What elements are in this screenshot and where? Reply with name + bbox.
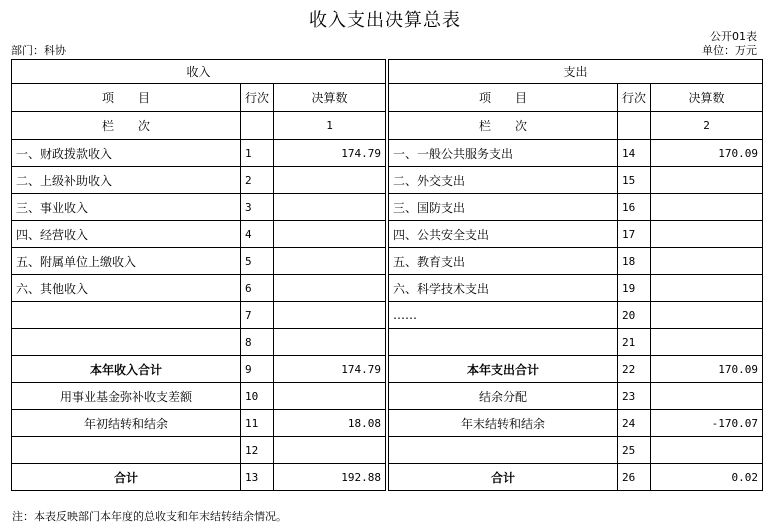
expense-item-cell: 二、外交支出 bbox=[389, 167, 618, 194]
income-column-line-blank bbox=[241, 112, 274, 140]
expense-line-cell: 15 bbox=[618, 167, 651, 194]
income-item-cell: 用事业基金弥补收支差额 bbox=[12, 383, 241, 410]
expense-amount-cell: -170.07 bbox=[651, 410, 763, 437]
expense-line-cell: 22 bbox=[618, 356, 651, 383]
expense-amount-cell bbox=[651, 248, 763, 275]
income-line-cell: 1 bbox=[241, 140, 274, 167]
income-line-cell: 4 bbox=[241, 221, 274, 248]
table-row bbox=[12, 140, 763, 167]
expense-line-cell: 18 bbox=[618, 248, 651, 275]
income-amount-cell bbox=[274, 221, 386, 248]
income-line-cell: 8 bbox=[241, 329, 274, 356]
expense-item-header: 项 目 bbox=[389, 84, 618, 112]
expense-item-cell: 本年支出合计 bbox=[389, 356, 618, 383]
income-item-cell: 五、附属单位上缴收入 bbox=[12, 248, 241, 275]
expense-line-cell: 14 bbox=[618, 140, 651, 167]
section-header-row bbox=[12, 60, 763, 84]
expense-item-cell: 年末结转和结余 bbox=[389, 410, 618, 437]
income-item-cell: 一、财政拨款收入 bbox=[12, 140, 241, 167]
income-line-cell: 10 bbox=[241, 383, 274, 410]
income-column-number: 1 bbox=[274, 112, 386, 140]
expense-line-cell: 17 bbox=[618, 221, 651, 248]
column-number-row bbox=[12, 112, 763, 140]
income-item-cell: 三、事业收入 bbox=[12, 194, 241, 221]
income-item-cell: 合计 bbox=[12, 464, 241, 491]
income-amount-cell: 174.79 bbox=[274, 140, 386, 167]
form-number: 公开01表 bbox=[710, 30, 757, 43]
table-row bbox=[12, 410, 763, 437]
unit-label: 单位：万元 bbox=[702, 44, 757, 57]
expense-item-cell: 结余分配 bbox=[389, 383, 618, 410]
income-amount-cell bbox=[274, 437, 386, 464]
table-row bbox=[12, 329, 763, 356]
table-row bbox=[12, 383, 763, 410]
expense-line-cell: 20 bbox=[618, 302, 651, 329]
income-amount-cell bbox=[274, 248, 386, 275]
table-row bbox=[12, 194, 763, 221]
income-section-header: 收入 bbox=[12, 60, 386, 84]
column-header-row bbox=[12, 84, 763, 112]
income-amount-cell bbox=[274, 275, 386, 302]
table-row bbox=[12, 437, 763, 464]
income-line-cell: 12 bbox=[241, 437, 274, 464]
expense-item-cell: 四、公共安全支出 bbox=[389, 221, 618, 248]
footnote: 注：本表反映部门本年度的总收支和年末结转结余情况。 bbox=[12, 510, 287, 523]
expense-section-header: 支出 bbox=[389, 60, 763, 84]
table-row bbox=[12, 248, 763, 275]
table-row bbox=[12, 275, 763, 302]
income-line-cell: 11 bbox=[241, 410, 274, 437]
expense-line-cell: 23 bbox=[618, 383, 651, 410]
income-amount-cell: 192.88 bbox=[274, 464, 386, 491]
expense-amount-header: 决算数 bbox=[651, 84, 763, 112]
income-item-cell: 四、经营收入 bbox=[12, 221, 241, 248]
income-item-cell bbox=[12, 329, 241, 356]
income-line-header: 行次 bbox=[241, 84, 274, 112]
income-amount-cell: 18.08 bbox=[274, 410, 386, 437]
expense-amount-cell bbox=[651, 329, 763, 356]
table-row bbox=[12, 221, 763, 248]
expense-line-cell: 19 bbox=[618, 275, 651, 302]
income-item-cell bbox=[12, 437, 241, 464]
expense-line-cell: 26 bbox=[618, 464, 651, 491]
expense-column-label: 栏 次 bbox=[389, 112, 618, 140]
income-amount-cell bbox=[274, 329, 386, 356]
income-amount-header: 决算数 bbox=[274, 84, 386, 112]
page-title: 收入支出决算总表 bbox=[309, 10, 461, 31]
income-amount-cell bbox=[274, 383, 386, 410]
expense-amount-cell: 170.09 bbox=[651, 356, 763, 383]
expense-amount-cell: 170.09 bbox=[651, 140, 763, 167]
expense-amount-cell bbox=[651, 194, 763, 221]
expense-line-cell: 25 bbox=[618, 437, 651, 464]
expense-column-line-blank bbox=[618, 112, 651, 140]
income-item-cell: 年初结转和结余 bbox=[12, 410, 241, 437]
expense-amount-cell bbox=[651, 275, 763, 302]
income-item-cell: 六、其他收入 bbox=[12, 275, 241, 302]
expense-item-cell: 一、一般公共服务支出 bbox=[389, 140, 618, 167]
income-line-cell: 5 bbox=[241, 248, 274, 275]
expense-amount-cell bbox=[651, 221, 763, 248]
expense-item-cell bbox=[389, 437, 618, 464]
expense-line-cell: 24 bbox=[618, 410, 651, 437]
expense-amount-cell bbox=[651, 167, 763, 194]
expense-amount-cell bbox=[651, 437, 763, 464]
income-line-cell: 7 bbox=[241, 302, 274, 329]
expense-line-header: 行次 bbox=[618, 84, 651, 112]
table-row bbox=[12, 464, 763, 491]
table-row bbox=[12, 356, 763, 383]
expense-amount-cell: 0.02 bbox=[651, 464, 763, 491]
expense-line-cell: 16 bbox=[618, 194, 651, 221]
department-label: 部门：科协 bbox=[11, 44, 66, 57]
expense-amount-cell bbox=[651, 302, 763, 329]
income-expense-table bbox=[11, 59, 763, 491]
income-line-cell: 6 bbox=[241, 275, 274, 302]
expense-item-cell: …… bbox=[389, 302, 618, 329]
income-amount-cell bbox=[274, 194, 386, 221]
income-line-cell: 9 bbox=[241, 356, 274, 383]
income-line-cell: 2 bbox=[241, 167, 274, 194]
income-line-cell: 13 bbox=[241, 464, 274, 491]
income-item-header: 项 目 bbox=[12, 84, 241, 112]
income-item-cell bbox=[12, 302, 241, 329]
expense-column-number: 2 bbox=[651, 112, 763, 140]
expense-item-cell bbox=[389, 329, 618, 356]
expense-item-cell: 合计 bbox=[389, 464, 618, 491]
income-line-cell: 3 bbox=[241, 194, 274, 221]
expense-line-cell: 21 bbox=[618, 329, 651, 356]
income-column-label: 栏 次 bbox=[12, 112, 241, 140]
income-item-cell: 二、上级补助收入 bbox=[12, 167, 241, 194]
expense-amount-cell bbox=[651, 383, 763, 410]
table-row bbox=[12, 302, 763, 329]
table-row bbox=[12, 167, 763, 194]
expense-item-cell: 五、教育支出 bbox=[389, 248, 618, 275]
expense-item-cell: 六、科学技术支出 bbox=[389, 275, 618, 302]
income-amount-cell: 174.79 bbox=[274, 356, 386, 383]
income-amount-cell bbox=[274, 167, 386, 194]
expense-item-cell: 三、国防支出 bbox=[389, 194, 618, 221]
income-item-cell: 本年收入合计 bbox=[12, 356, 241, 383]
income-amount-cell bbox=[274, 302, 386, 329]
